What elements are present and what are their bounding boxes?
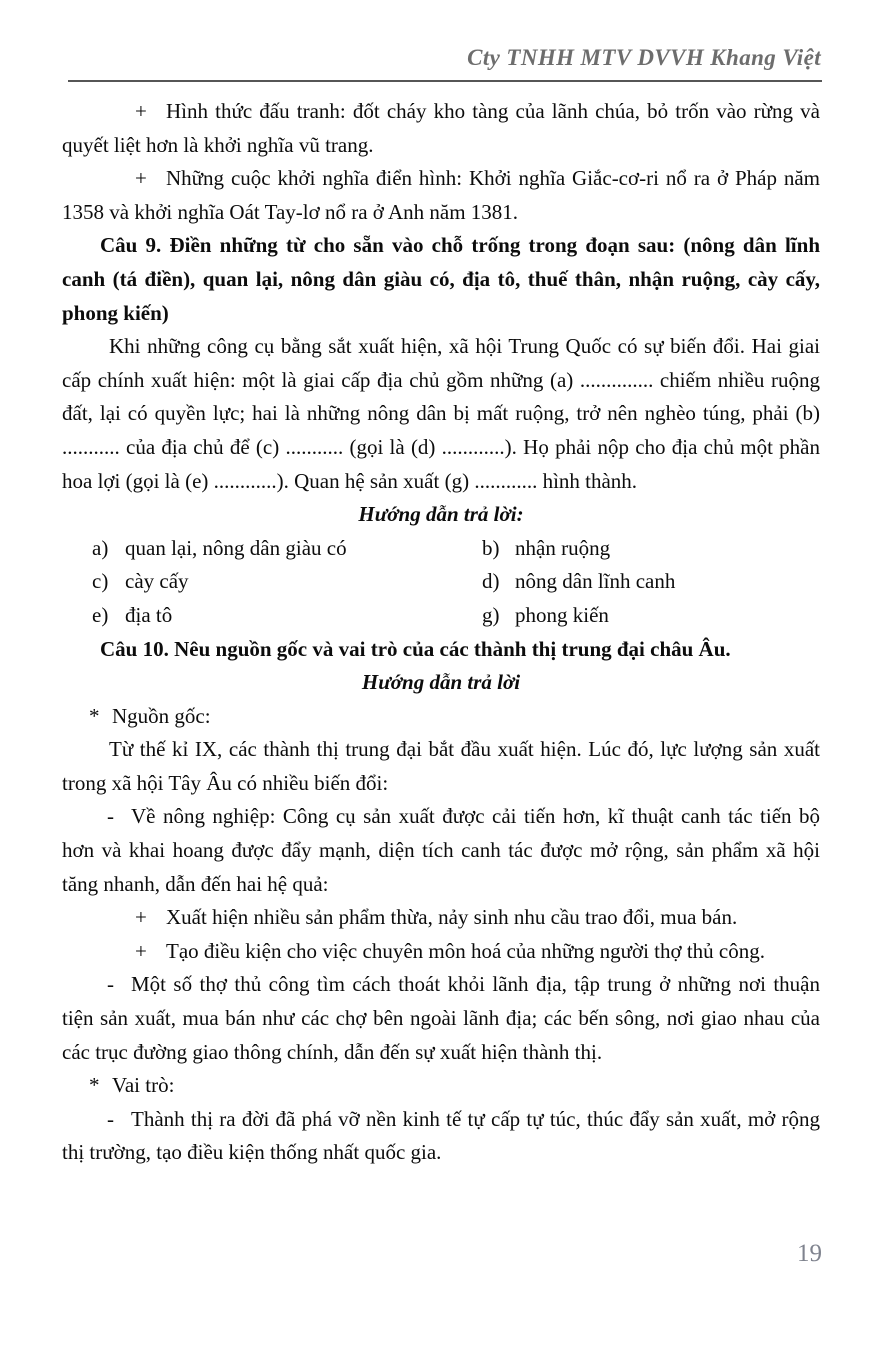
dash-marker: -	[107, 972, 114, 997]
question-10-answer-heading: Hướng dẫn trả lời	[361, 670, 521, 695]
asterisk-marker: *	[89, 1073, 100, 1098]
plus-marker: +	[135, 99, 147, 123]
answer-text: nhận ruộng	[515, 535, 611, 560]
dash-marker: -	[107, 804, 114, 829]
intro-bullet-1-text: Hình thức đấu tranh: đốt cháy kho tàng của lãnh chúa, bỏ trốn vào rừng và quyết liệt hơn là khởi nghĩa vũ trang.	[62, 99, 820, 157]
answer-label: d)	[482, 569, 500, 594]
answer-item-g	[482, 599, 820, 633]
section-role-heading-text: Vai trò:	[112, 1073, 175, 1098]
consequence-bullet-2-text: Tạo điều kiện cho việc chuyên môn hoá của những người thợ thủ công.	[166, 938, 765, 963]
answer-text: nông dân lĩnh canh	[515, 569, 676, 594]
plus-marker: +	[135, 938, 147, 963]
answer-label: b)	[482, 535, 500, 560]
intro-bullet-1	[62, 95, 820, 162]
question-9-body: Khi những công cụ bằng sắt xuất hiện, xã hội Trung Quốc có sự biến đổi. Hai giai cấp chính xuất hiện: một là giai cấp địa chủ gồm những (a) .............. chiếm nhiều ruộng đất, lại có quyền lực; hai là những nông dân bị mất ruộng, trở nên nghèo túng, phải (b) ........... của địa chủ để (c) ........... (gọi là (d) ............). Họ phải nộp cho địa chủ một phần hoa lợi (gọi là (e) ............). Quan hệ sản xuất (g) ............ hình thành.	[62, 334, 820, 493]
plus-marker: +	[135, 905, 147, 930]
role-bullet	[62, 1103, 820, 1170]
intro-bullet-2-text: Những cuộc khởi nghĩa điển hình: Khởi nghĩa Giắc-cơ-ri nổ ra ở Pháp năm 1358 và khởi nghĩa Oát Tay-lơ nổ ra ở Anh năm 1381.	[62, 166, 820, 224]
intro-bullet-2	[62, 162, 820, 229]
answer-item-a	[92, 532, 482, 566]
consequence-bullet-1	[62, 901, 820, 935]
answer-label: a)	[92, 535, 109, 560]
answer-label: g)	[482, 602, 500, 627]
role-bullet-text: Thành thị ra đời đã phá vỡ nền kinh tế tự cấp tự túc, thúc đẩy sản xuất, mở rộng thị trường, tạo điều kiện thống nhất quốc gia.	[62, 1106, 820, 1165]
answer-item-d	[482, 565, 820, 599]
section-role-heading	[62, 1069, 820, 1103]
answer-text: quan lại, nông dân giàu có	[125, 535, 347, 560]
question-9-answer-heading: Hướng dẫn trả lời:	[358, 502, 524, 527]
section-origin-heading-text: Nguồn gốc:	[112, 703, 211, 728]
consequence-bullet-2	[62, 935, 820, 969]
question-9-answer-list	[62, 532, 820, 633]
craftsmen-bullet	[62, 968, 820, 1069]
answer-item-e	[92, 599, 482, 633]
section-origin-heading	[62, 700, 820, 734]
plus-marker: +	[135, 166, 147, 191]
question-10-heading: Câu 10. Nêu nguồn gốc và vai trò của các thành thị trung đại châu Âu.	[100, 636, 731, 661]
header-rule	[68, 80, 822, 82]
dash-marker: -	[107, 1106, 114, 1131]
answer-text: địa tô	[125, 602, 173, 627]
answer-label: e)	[92, 602, 109, 627]
answer-text: cày cấy	[125, 569, 189, 594]
asterisk-marker: *	[89, 703, 100, 728]
agriculture-bullet	[62, 800, 820, 901]
page-number: 19	[797, 1240, 822, 1267]
answer-label: c)	[92, 569, 109, 594]
header-publisher-title: Cty TNHH MTV DVVH Khang Việt	[467, 45, 821, 70]
agriculture-bullet-text: Về nông nghiệp: Công cụ sản xuất được cải tiến hơn, kĩ thuật canh tác tiến bộ hơn và khai hoang được đẩy mạnh, diện tích canh tác được mở rộng, sản phẩm xã hội tăng nhanh, dẫn đến hai hệ quả:	[62, 804, 820, 896]
question-9-heading: Câu 9. Điền những từ cho sẵn vào chỗ trống trong đoạn sau: (nông dân lĩnh canh (tá điền), quan lại, nông dân giàu có, địa tô, thuế thân, nhận ruộng, cày cấy, phong kiến)	[62, 233, 820, 325]
page-content	[62, 95, 820, 1170]
answer-item-b	[482, 532, 820, 566]
craftsmen-bullet-text: Một số thợ thủ công tìm cách thoát khỏi lãnh địa, tập trung ở những nơi thuận tiện sản xuất, mua bán như các chợ bên ngoài lãnh địa; các bến sông, nơi giao nhau của các trục đường giao thông chính, dẫn đến sự xuất hiện thành thị.	[62, 972, 820, 1064]
answer-text: phong kiến	[515, 602, 609, 627]
consequence-bullet-1-text: Xuất hiện nhiều sản phẩm thừa, nảy sinh nhu cầu trao đổi, mua bán.	[166, 905, 738, 930]
answer-item-c	[92, 565, 482, 599]
section-origin-paragraph: Từ thế kỉ IX, các thành thị trung đại bắt đầu xuất hiện. Lúc đó, lực lượng sản xuất trong xã hội Tây Âu có nhiều biến đổi:	[62, 737, 820, 795]
